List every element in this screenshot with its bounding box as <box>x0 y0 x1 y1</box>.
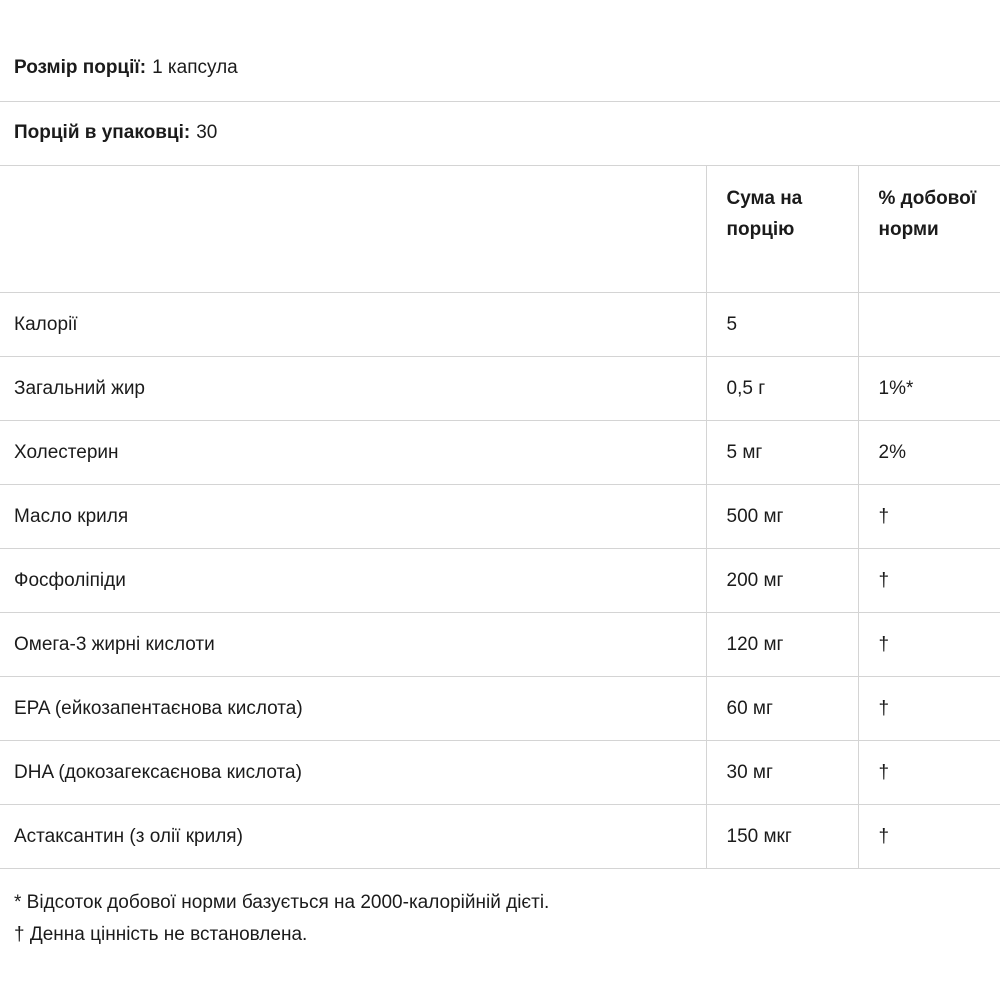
servings-per-container-label: Порцій в упаковці: <box>14 122 191 143</box>
nutrient-amount: 200 мг <box>706 548 858 612</box>
table-row <box>0 676 1000 740</box>
nutrient-amount: 5 <box>706 292 858 356</box>
nutrient-amount: 150 мкг <box>706 804 858 868</box>
serving-size-value: 1 капсула <box>152 57 238 78</box>
table-row <box>0 356 1000 420</box>
header-amount-per-serving: Сума на порцію <box>706 165 858 292</box>
nutrient-daily-value: † <box>858 612 1000 676</box>
table-row <box>0 740 1000 804</box>
nutrition-table <box>0 165 1000 869</box>
footnote-dagger: † Денна цінність не встановлена. <box>14 924 308 945</box>
table-row <box>0 292 1000 356</box>
nutrient-amount: 0,5 г <box>706 356 858 420</box>
nutrient-name: Холестерин <box>0 420 706 484</box>
nutrient-amount: 30 мг <box>706 740 858 804</box>
nutrient-amount: 120 мг <box>706 612 858 676</box>
nutrient-amount: 500 мг <box>706 484 858 548</box>
header-daily-value: % добової норми <box>858 165 1000 292</box>
servings-per-container-value: 30 <box>196 122 218 143</box>
nutrient-daily-value: † <box>858 804 1000 868</box>
nutrient-amount: 60 мг <box>706 676 858 740</box>
nutrient-name: Фосфоліпіди <box>0 548 706 612</box>
nutrient-name: Масло криля <box>0 484 706 548</box>
nutrient-daily-value: † <box>858 548 1000 612</box>
nutrient-daily-value: † <box>858 740 1000 804</box>
nutrient-name: Калорії <box>0 292 706 356</box>
servings-per-container-row <box>0 102 1000 166</box>
nutrient-amount: 5 мг <box>706 420 858 484</box>
nutrient-daily-value: 2% <box>858 420 1000 484</box>
nutrient-name: Омега-3 жирні кислоти <box>0 612 706 676</box>
footnotes <box>14 887 549 951</box>
nutrient-name: EPA (ейкозапентаєнова кислота) <box>0 676 706 740</box>
nutrient-daily-value: 1%* <box>858 356 1000 420</box>
nutrient-name: DHA (докозагексаєнова кислота) <box>0 740 706 804</box>
footnote-asterisk: * Відсоток добової норми базується на 2000-калорійній дієті. <box>14 892 550 913</box>
serving-size-label: Розмір порції: <box>14 57 147 78</box>
table-header-row <box>0 165 1000 292</box>
nutrient-daily-value: † <box>858 676 1000 740</box>
table-row <box>0 548 1000 612</box>
header-nutrient <box>0 165 706 292</box>
table-row <box>0 612 1000 676</box>
serving-size-row <box>0 57 1000 102</box>
table-row <box>0 420 1000 484</box>
nutrient-name: Загальний жир <box>0 356 706 420</box>
table-row <box>0 804 1000 868</box>
table-row <box>0 484 1000 548</box>
nutrient-daily-value: † <box>858 484 1000 548</box>
nutrient-name: Астаксантин (з олії криля) <box>0 804 706 868</box>
nutrient-daily-value <box>858 292 1000 356</box>
